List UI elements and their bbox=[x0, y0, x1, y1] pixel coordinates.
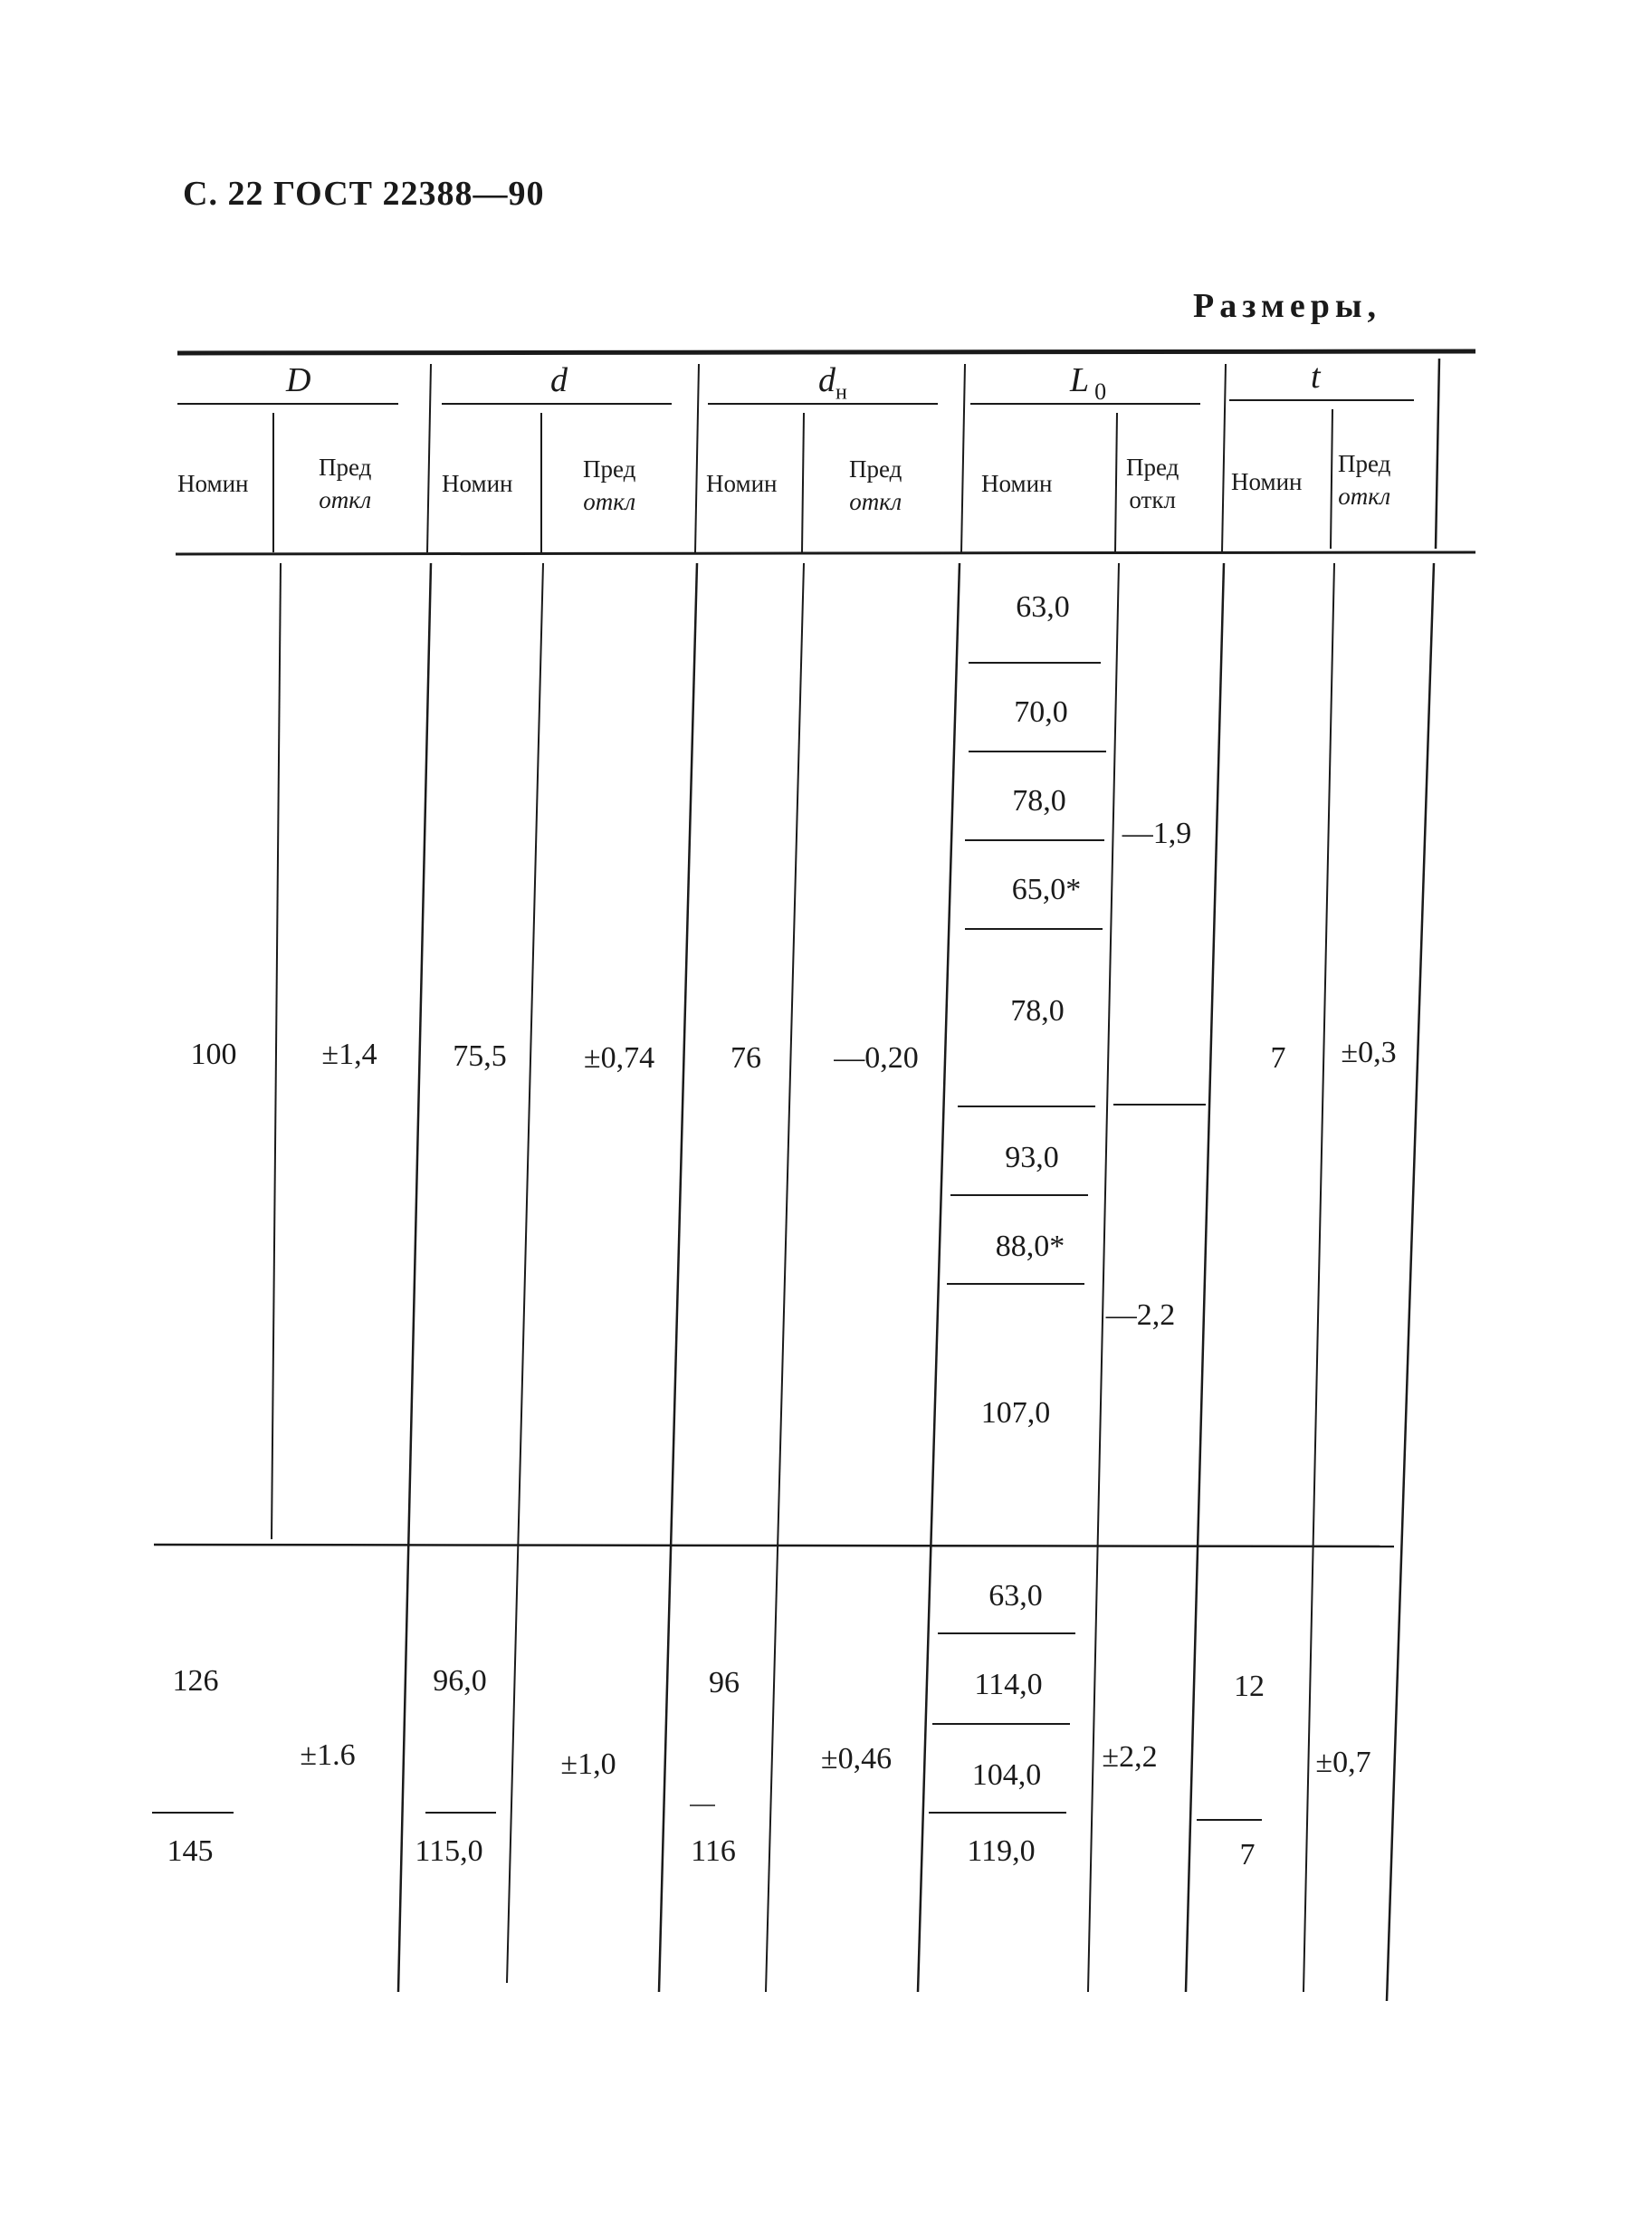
D-nominal-subheader: Номин bbox=[177, 470, 249, 497]
col-dn-header bbox=[818, 360, 847, 406]
d-nominal-subheader: Номин bbox=[442, 470, 513, 497]
dn-dev-line1: Пред bbox=[849, 455, 902, 483]
col-dn-symbol: d bbox=[818, 361, 836, 399]
cell-d-nominal-1: 75,5 bbox=[453, 1039, 507, 1073]
vline-8-body bbox=[1186, 563, 1224, 1992]
d-dev-line2: откл bbox=[583, 488, 636, 515]
col-D-header: D bbox=[286, 361, 311, 399]
vline-6 bbox=[961, 364, 965, 552]
cell-L0-deviation-2: ±2,2 bbox=[1102, 1740, 1158, 1774]
L0-deviation-subheader bbox=[1126, 451, 1179, 516]
vline-4 bbox=[695, 364, 699, 552]
cell-L0-nominal-2d: 119,0 bbox=[967, 1834, 1036, 1868]
header-bottom-rule bbox=[176, 552, 1475, 554]
cell-L0-nominal-1c: 78,0 bbox=[1012, 784, 1066, 818]
cell-L0-nominal-1h: 107,0 bbox=[980, 1396, 1051, 1430]
vline-10 bbox=[1436, 359, 1439, 549]
vline-10-body bbox=[1387, 563, 1434, 2001]
cell-D-nominal-2b: 145 bbox=[167, 1834, 214, 1868]
vline-3-body bbox=[507, 563, 543, 1983]
t-dev-line2: откл bbox=[1338, 483, 1391, 510]
cell-L0-nominal-1e: 78,0 bbox=[1010, 994, 1065, 1028]
cell-D-deviation-1: ±1,4 bbox=[321, 1038, 377, 1071]
dn-nominal-subheader: Номин bbox=[706, 470, 778, 497]
cell-dn-deviation-2: ±0,46 bbox=[820, 1742, 893, 1776]
cell-d-deviation-1: ±0,74 bbox=[583, 1041, 655, 1075]
vline-2-body bbox=[398, 563, 431, 1992]
cell-D-nominal-2a: 126 bbox=[172, 1664, 219, 1698]
vline-5-body bbox=[766, 563, 804, 1992]
L0-nominal-subheader: Номин bbox=[981, 470, 1053, 497]
L0-dev-line1: Пред bbox=[1126, 454, 1179, 481]
table-top-rule bbox=[177, 351, 1475, 353]
vline-2 bbox=[427, 364, 431, 552]
col-d-header: d bbox=[550, 361, 568, 399]
cell-dn-deviation-1: —0,20 bbox=[834, 1041, 919, 1075]
cell-t-nominal-1: 7 bbox=[1270, 1041, 1286, 1075]
cell-L0-nominal-2b: 114,0 bbox=[974, 1668, 1043, 1701]
col-dn-subscript: н bbox=[836, 380, 847, 405]
units-caption: Размеры, bbox=[1193, 287, 1381, 325]
D-dev-line2: откл bbox=[319, 486, 372, 513]
col-L0-symbol: L bbox=[1070, 361, 1090, 399]
t-dev-line1: Пред bbox=[1338, 450, 1391, 477]
cell-L0-nominal-2a: 63,0 bbox=[988, 1579, 1043, 1613]
cell-t-nominal-2a: 12 bbox=[1234, 1670, 1265, 1703]
cell-d-deviation-2: ±1,0 bbox=[560, 1747, 616, 1781]
vline-1-body bbox=[272, 563, 281, 1539]
cell-L0-deviation-1a: —1,9 bbox=[1122, 817, 1192, 850]
cell-L0-deviation-1b: —2,2 bbox=[1105, 1298, 1176, 1332]
cell-L0-nominal-1d: 65,0* bbox=[1011, 873, 1082, 906]
cell-L0-nominal-1a: 63,0 bbox=[1016, 590, 1070, 624]
vline-9 bbox=[1331, 409, 1332, 549]
D-deviation-subheader bbox=[319, 451, 371, 516]
cell-d-nominal-2b: 115,0 bbox=[415, 1834, 483, 1868]
cell-D-deviation-2: ±1.6 bbox=[300, 1738, 356, 1772]
D-dev-line1: Пред bbox=[319, 454, 372, 481]
cell-L0-nominal-1f: 93,0 bbox=[1005, 1141, 1059, 1174]
L0-dev-line2: откл bbox=[1129, 486, 1176, 513]
page-header: С. 22 ГОСТ 22388—90 bbox=[183, 175, 545, 213]
vline-7 bbox=[1115, 413, 1117, 552]
cell-dn-nominal-2a: 96 bbox=[709, 1666, 740, 1699]
col-t-header: t bbox=[1311, 358, 1321, 396]
vline-6-body bbox=[918, 563, 960, 1992]
d-dev-line1: Пред bbox=[583, 455, 636, 483]
t-nominal-subheader: Номин bbox=[1231, 468, 1303, 495]
cell-t-nominal-2b: 7 bbox=[1239, 1838, 1256, 1871]
cell-t-deviation-2: ±0,7 bbox=[1315, 1746, 1371, 1779]
cell-L0-nominal-2c: 104,0 bbox=[971, 1758, 1042, 1792]
row-separator bbox=[154, 1545, 1394, 1546]
cell-dn-nominal-1: 76 bbox=[731, 1041, 761, 1075]
col-L0-subscript: 0 bbox=[1094, 378, 1107, 405]
vline-7-body bbox=[1088, 563, 1119, 1992]
dn-dev-line2: откл bbox=[849, 488, 902, 515]
vline-5 bbox=[802, 413, 804, 552]
cell-L0-nominal-1b: 70,0 bbox=[1014, 695, 1068, 729]
cell-d-nominal-2a: 96,0 bbox=[433, 1664, 487, 1698]
d-deviation-subheader bbox=[583, 453, 635, 518]
cell-D-nominal-1: 100 bbox=[190, 1038, 237, 1071]
vline-8 bbox=[1222, 364, 1226, 552]
col-L0-header bbox=[1070, 360, 1106, 406]
cell-L0-nominal-1g: 88,0* bbox=[995, 1230, 1065, 1263]
vline-4-body bbox=[659, 563, 697, 1992]
cell-t-deviation-1: ±0,3 bbox=[1341, 1036, 1397, 1069]
dn-deviation-subheader bbox=[849, 453, 902, 518]
cell-dn-nominal-2b: 116 bbox=[691, 1834, 736, 1868]
t-deviation-subheader bbox=[1338, 447, 1390, 512]
